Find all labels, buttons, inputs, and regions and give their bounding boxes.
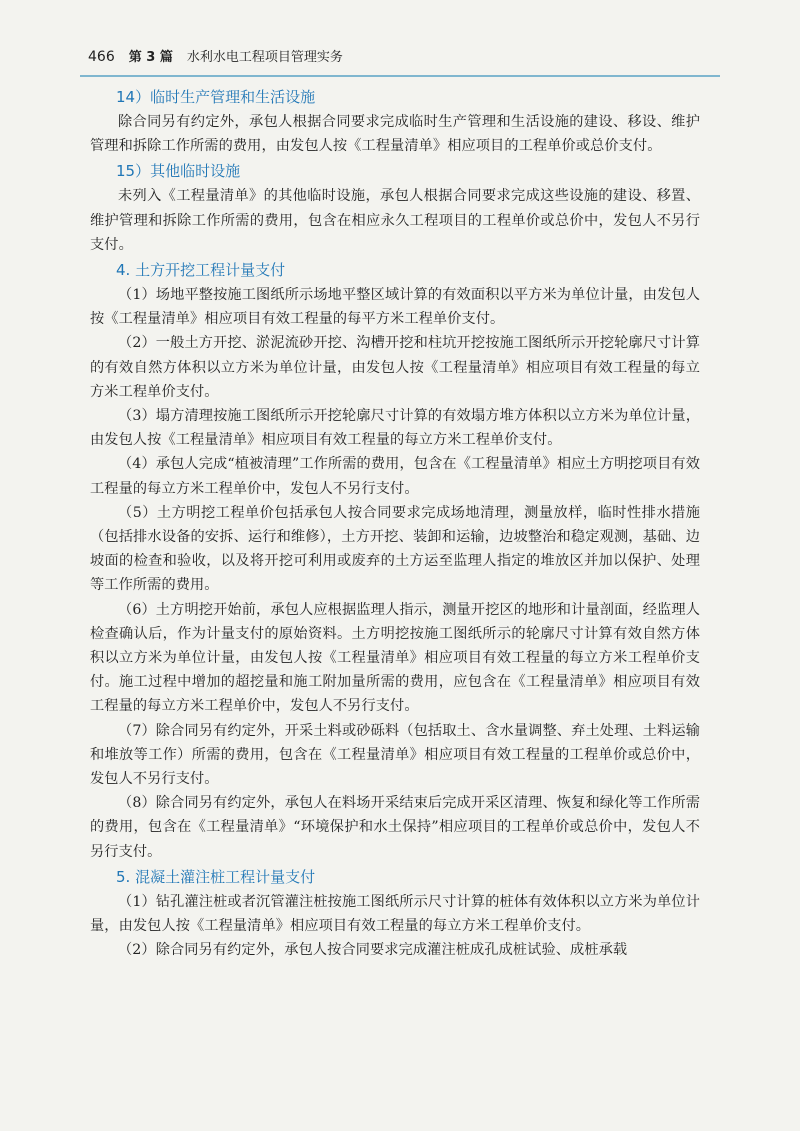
page-number: 466 — [88, 49, 115, 65]
section-heading-piles: 5. 混凝土灌注桩工程计量支付 — [116, 867, 316, 886]
section-heading-15: 15）其他临时设施 — [116, 162, 241, 181]
paragraph: （2）一般土方开挖、淤泥流砂开挖、沟槽开挖和柱坑开挖按施工图纸所示开挖轮廓尺寸计算的有效自然方体积以立方米为单位计量，由发包人按《工程量清单》相应项目有效工程量的每立方米工程单价支付。 — [90, 335, 700, 400]
book-title: 水利水电工程项目管理实务 — [186, 50, 343, 65]
paragraph: （8）除合同另有约定外，承包人在料场开采结束后完成开采区清理、恢复和绿化等工作所需的费用，包含在《工程量清单》“环境保护和水土保持”相应项目的工程单价或总价中，发包人不另行支付。 — [90, 795, 700, 860]
paragraph: （4）承包人完成“植被清理”工作所需的费用，包含在《工程量清单》相应土方明挖项目有效工程量的每立方米工程单价中，发包人不另行支付。 — [90, 456, 700, 497]
paragraph: （3）塌方清理按施工图纸所示开挖轮廓尺寸计算的有效塌方堆方体积以立方米为单位计量，由发包人按《工程量清单》相应项目有效工程量的每立方米工程单价支付。 — [90, 408, 700, 449]
paragraph: （1）场地平整按施工图纸所示场地平整区域计算的有效面积以平方米为单位计量，由发包人按《工程量清单》相应项目有效工程量的每平方米工程单价支付。 — [90, 287, 700, 328]
part-label: 第 3 篇 — [128, 50, 173, 65]
page-header — [88, 46, 710, 65]
section-heading-14: 14）临时生产管理和生活设施 — [116, 88, 316, 106]
page-body — [90, 84, 700, 963]
paragraph: （7）除合同另有约定外，开采土料或砂砾料（包括取土、含水量调整、弃土处理、土料运输和堆放等工作）所需的费用，包含在《工程量清单》相应项目有效工程量的工程单价或总价中，发包人不另行支付。 — [90, 722, 700, 788]
paragraph: （6）土方明挖开始前，承包人应根据监理人指示，测量开挖区的地形和计量剖面，经监理人检查确认后，作为计量支付的原始资料。土方明挖按施工图纸所示的轮廓尺寸计算有效自然方体积以立方米为单位计量，由发包人按《工程量清单》相应项目有效工程量的每立方米工程单价支付。施工过程中增加的超挖量和施工附加量所需的费用，应包含在《工程量清单》相应项目有效工程量的每立方米工程单价中，发包人不另行支付。 — [90, 601, 700, 715]
paragraph: 除合同另有约定外，承包人根据合同要求完成临时生产管理和生活设施的建设、移设、维护管理和拆除工作所需的费用，由发包人按《工程量清单》相应项目的工程单价或总价支付。 — [90, 114, 700, 155]
section-heading-earthwork: 4. 土方开挖工程计量支付 — [116, 261, 286, 280]
paragraph: （5）土方明挖工程单价包括承包人按合同要求完成场地清理，测量放样，临时性排水措施（包括排水设备的安拆、运行和维修），土方开挖、装卸和运输，边坡整治和稳定观测，基础、边坡面的检查和验收，以及将开挖可利用或废弃的土方运至监理人指定的堆放区并加以保护、处理等工作所需的费用。 — [90, 504, 700, 594]
header-rule — [80, 75, 720, 77]
paragraph: （1）钻孔灌注桩或者沉管灌注桩按施工图纸所示尺寸计算的桩体有效体积以立方米为单位计量，由发包人按《工程量清单》相应项目有效工程量的每立方米工程单价支付。 — [90, 893, 700, 935]
paragraph: （2）除合同另有约定外，承包人按合同要求完成灌注桩成孔成桩试验、成桩承载 — [118, 942, 628, 959]
paragraph: 未列入《工程量清单》的其他临时设施，承包人根据合同要求完成这些设施的建设、移置、维护管理和拆除工作所需的费用，包含在相应永久工程项目的工程单价或总价中，发包人不另行支付。 — [90, 188, 700, 253]
